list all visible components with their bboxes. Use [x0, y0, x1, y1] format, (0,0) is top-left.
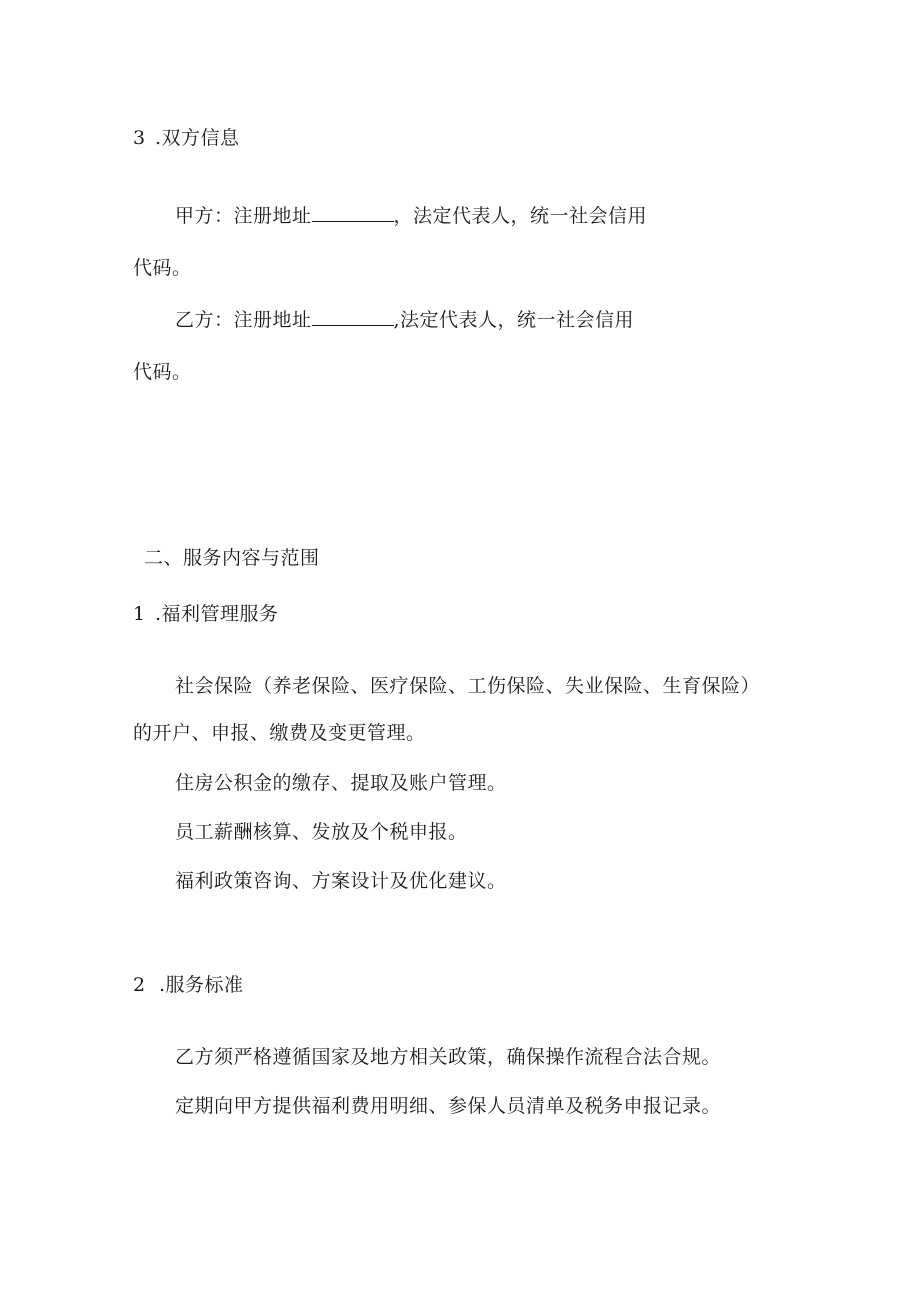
paragraph-social-insurance: 社会保险（养老保险、医疗保险、工伤保险、失业保险、生育保险） [175, 675, 761, 697]
item-number: 2 [133, 974, 146, 996]
paragraph-payroll: 员工薪酬核算、发放及个税申报。 [175, 821, 468, 843]
party-b-continuation: 代码。 [133, 361, 192, 383]
paragraph-policy-consulting: 福利政策咨询、方案设计及优化建议。 [175, 870, 507, 892]
party-a-continuation: 代码。 [133, 257, 192, 279]
item-heading-1 [133, 602, 279, 626]
section-number: 3 [133, 127, 146, 149]
chapter-heading-2: 二、服务内容与范围 [144, 547, 320, 569]
party-b-address-blank [312, 307, 394, 326]
party-b-rest: ,法定代表人，统一社会信用 [393, 309, 635, 331]
party-a-lead: 甲方：注册地址 [175, 205, 312, 227]
paragraph-social-insurance-continuation: 的开户、申报、缴费及变更管理。 [133, 722, 426, 744]
paragraph-compliance: 乙方须严格遵循国家及地方相关政策，确保操作流程合法合规。 [175, 1046, 722, 1068]
section-title: .双方信息 [155, 127, 240, 149]
party-b-lead: 乙方：注册地址 [175, 309, 312, 331]
paragraph-housing-fund: 住房公积金的缴存、提取及账户管理。 [175, 772, 507, 794]
item-title: .福利管理服务 [155, 603, 279, 625]
section-heading-3 [133, 126, 240, 150]
item-heading-2 [133, 973, 244, 997]
item-title: .服务标准 [159, 974, 244, 996]
paragraph-reporting: 定期向甲方提供福利费用明细、参保人员清单及税务申报记录。 [175, 1095, 722, 1117]
item-number: 1 [133, 603, 146, 625]
party-a-rest: ，法定代表人，统一社会信用 [393, 205, 648, 227]
party-a-address-blank [312, 203, 394, 222]
party-b-line [175, 307, 634, 332]
party-a-line [175, 203, 647, 228]
